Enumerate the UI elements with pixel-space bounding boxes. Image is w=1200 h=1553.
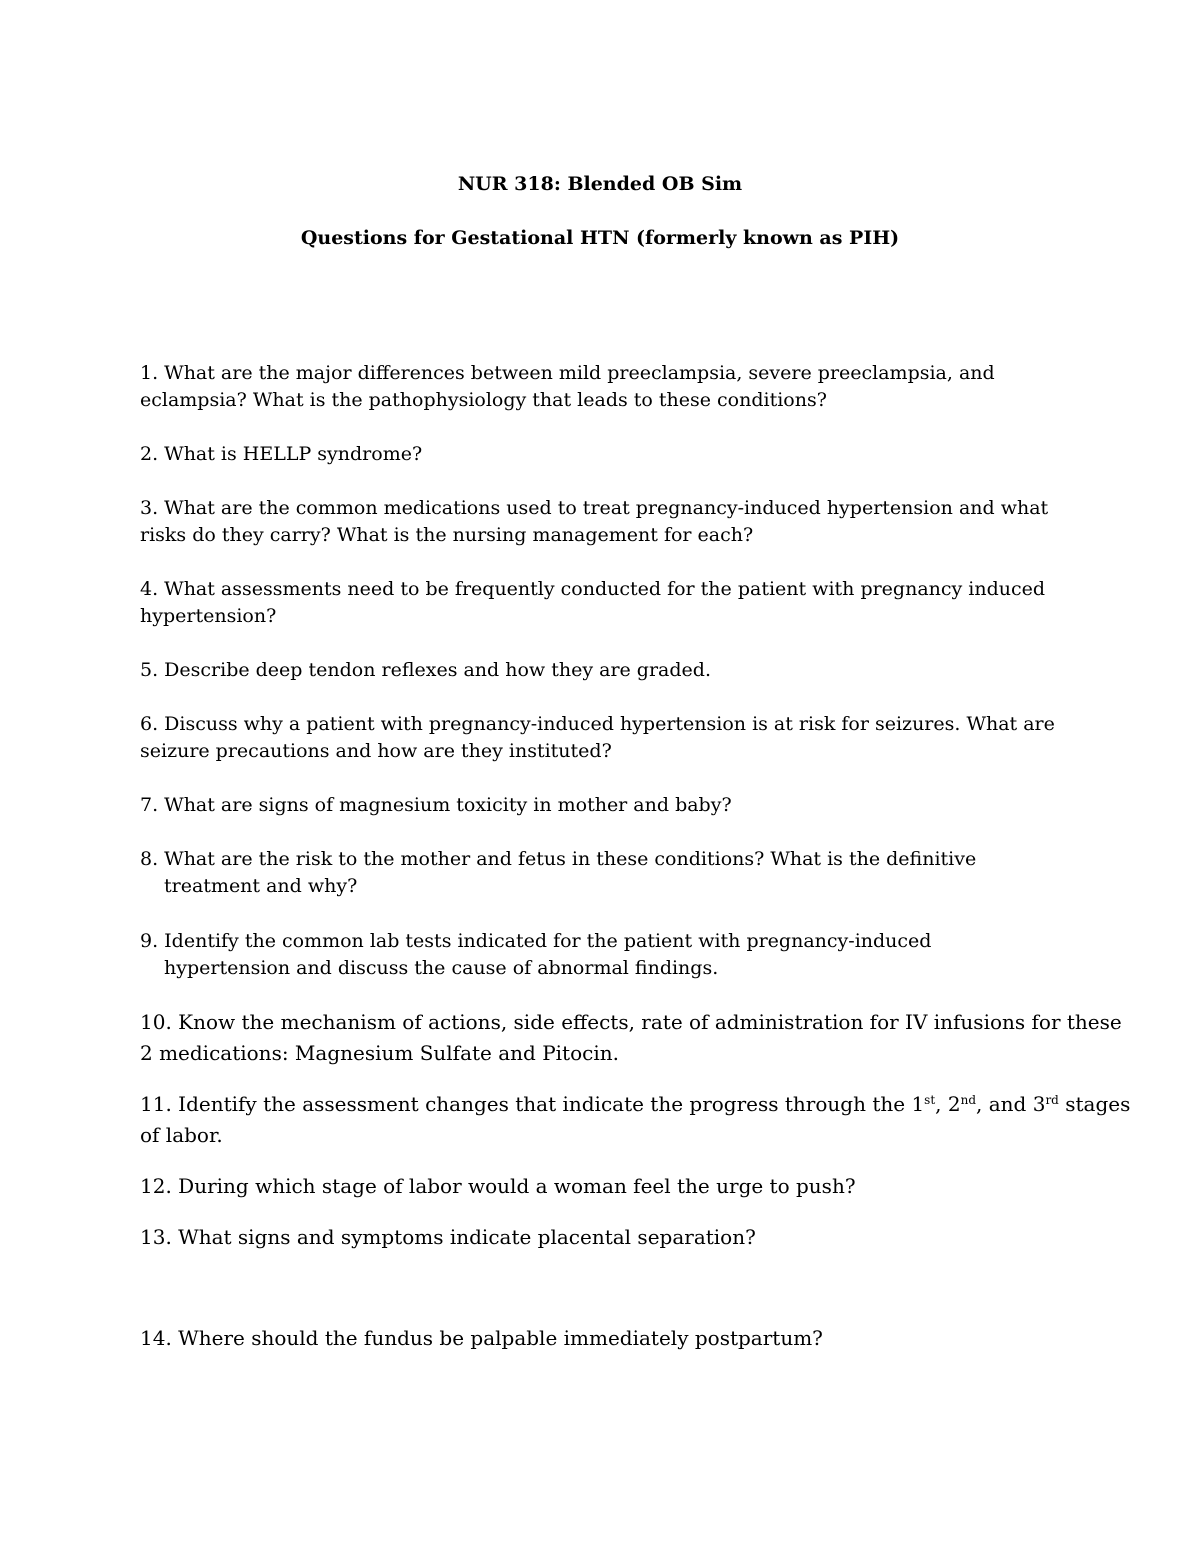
question-11-text-c: , and 3 bbox=[976, 1092, 1046, 1116]
question-6 bbox=[140, 711, 1070, 765]
question-10-line-2: 2 medications: Magnesium Sulfate and Pitocin. bbox=[140, 1041, 619, 1065]
question-12-line-1: 12. During which stage of labor would a woman feel the urge to push? bbox=[140, 1174, 856, 1198]
question-1-line-2: eclampsia? What is the pathophysiology that leads to these conditions? bbox=[140, 389, 827, 411]
question-11-text-a: 11. Identify the assessment changes that indicate the progress through the 1 bbox=[140, 1092, 925, 1116]
question-8-line-2: treatment and why? bbox=[164, 875, 358, 897]
question-11-sup-third: rd bbox=[1045, 1093, 1059, 1107]
question-2 bbox=[140, 441, 1070, 468]
question-4-line-2: hypertension? bbox=[140, 605, 277, 627]
question-3-line-2: risks do they carry? What is the nursing management for each? bbox=[140, 524, 754, 546]
question-6-line-1: 6. Discuss why a patient with pregnancy-induced hypertension is at risk for seizures. What are bbox=[140, 713, 1055, 735]
question-9-line-1: 9. Identify the common lab tests indicated for the patient with pregnancy-induced bbox=[140, 930, 932, 952]
question-9 bbox=[140, 928, 1070, 982]
question-4-line-1: 4. What assessments need to be frequently conducted for the patient with pregnancy induced bbox=[140, 578, 1046, 600]
question-3 bbox=[140, 495, 1070, 549]
question-11 bbox=[140, 1089, 1131, 1151]
question-10-line-1: 10. Know the mechanism of actions, side effects, rate of administration for IV infusions for these bbox=[140, 1010, 1122, 1034]
question-11-text-b: , 2 bbox=[935, 1092, 961, 1116]
question-2-line-1: 2. What is HELLP syndrome? bbox=[140, 443, 423, 465]
question-11-line-1 bbox=[140, 1089, 1131, 1120]
question-13-line-1: 13. What signs and symptoms indicate placental separation? bbox=[140, 1225, 756, 1249]
question-7-line-1: 7. What are signs of magnesium toxicity in mother and baby? bbox=[140, 794, 732, 816]
question-9-line-2: hypertension and discuss the cause of abnormal findings. bbox=[164, 957, 719, 979]
question-14-line-1: 14. Where should the fundus be palpable immediately postpartum? bbox=[140, 1326, 823, 1350]
question-11-text-d: stages bbox=[1058, 1092, 1131, 1116]
question-13 bbox=[140, 1222, 1070, 1253]
question-4 bbox=[140, 576, 1070, 630]
question-14 bbox=[140, 1323, 1070, 1354]
question-6-line-2: seizure precautions and how are they instituted? bbox=[140, 740, 612, 762]
question-1-line-1: 1. What are the major differences between mild preeclampsia, severe preeclampsia, and bbox=[140, 362, 995, 384]
question-7 bbox=[140, 792, 1070, 819]
question-11-sup-first: st bbox=[924, 1093, 936, 1107]
question-10 bbox=[140, 1007, 1122, 1069]
question-5-line-1: 5. Describe deep tendon reflexes and how they are graded. bbox=[140, 659, 711, 681]
question-11-sup-second: nd bbox=[960, 1093, 977, 1107]
question-8-line-1: 8. What are the risk to the mother and fetus in these conditions? What is the definitive bbox=[140, 848, 977, 870]
question-5 bbox=[140, 657, 1070, 684]
question-8 bbox=[140, 846, 1070, 900]
question-12 bbox=[140, 1171, 1070, 1202]
question-11-line-2: of labor. bbox=[140, 1123, 223, 1147]
question-3-line-1: 3. What are the common medications used to treat pregnancy-induced hypertension and what bbox=[140, 497, 1049, 519]
question-1 bbox=[140, 360, 1070, 414]
document-title: NUR 318: Blended OB Sim bbox=[457, 173, 743, 195]
document-subtitle: Questions for Gestational HTN (formerly known as PIH) bbox=[300, 227, 900, 249]
